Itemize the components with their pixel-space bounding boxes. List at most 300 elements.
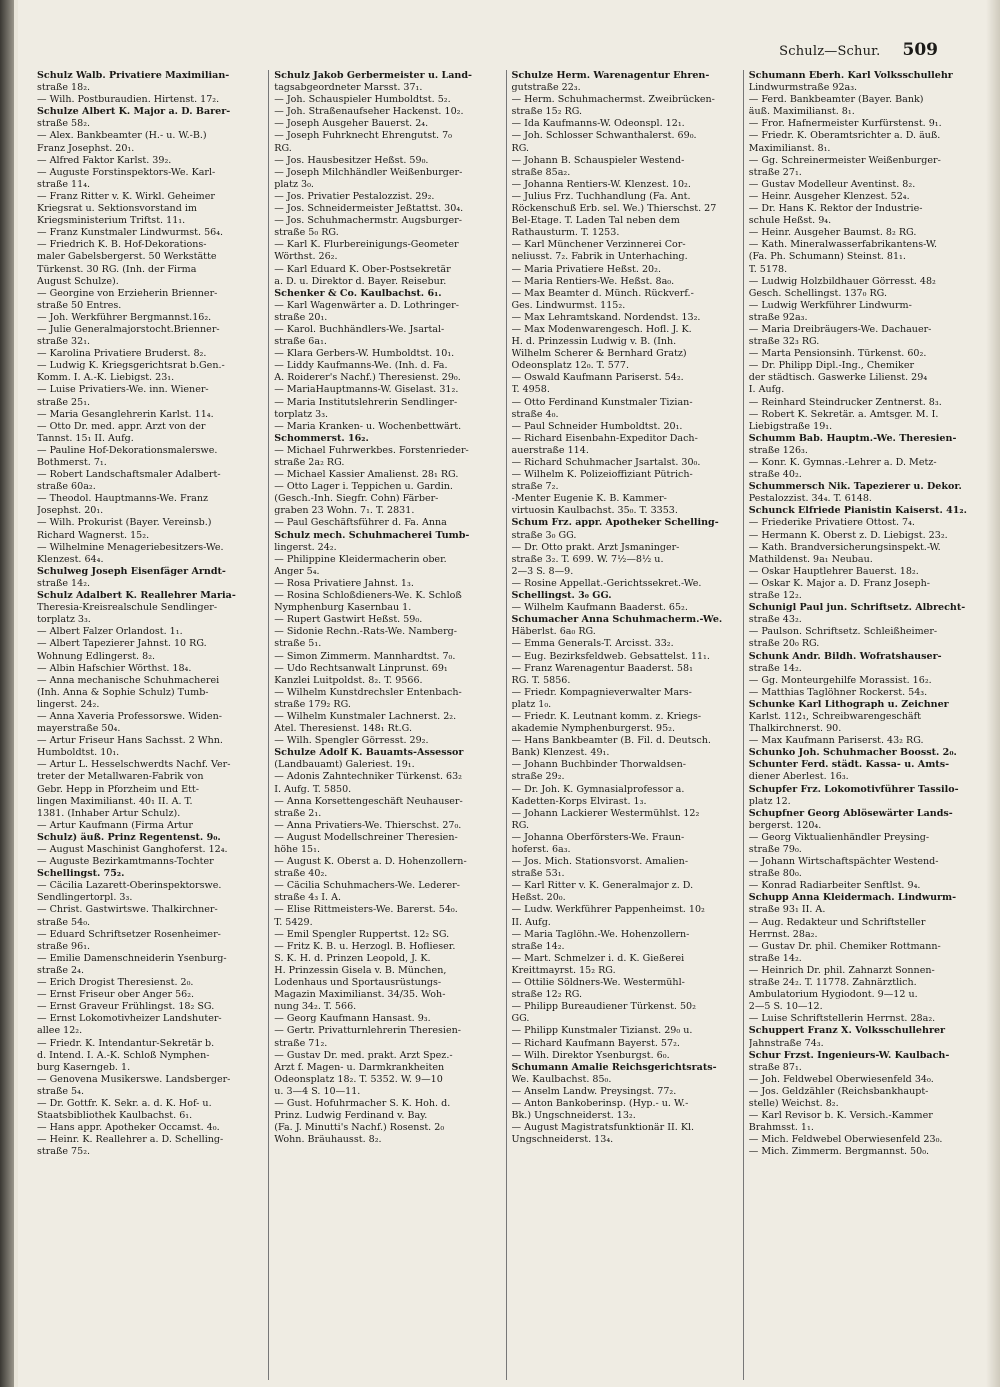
directory-entry-line: straße 179₂ RG. <box>274 698 351 710</box>
directory-entry-line: T. 4958. <box>511 384 550 396</box>
directory-entry-line: straße 4₀. <box>511 408 559 420</box>
directory-entry-line: — Ernst Lokomotivheizer Landshuter- <box>37 1013 222 1025</box>
directory-entry-line: a. D. u. Direktor d. Bayer. Reisebur. <box>274 275 447 287</box>
directory-entry-line: Gesch. Schellingst. 137₀ RG. <box>748 287 887 299</box>
directory-entry-line: Richard Wagnerst. 15₂. <box>37 529 150 541</box>
page-header <box>779 40 938 60</box>
directory-entry-line: platz 12. <box>748 795 791 807</box>
directory-entry-line: akademie Nymphenburgerst. 95₂. <box>511 723 676 735</box>
directory-surname-entry: Schunck Elfriede Pianistin Kaiserst. 41₂. <box>748 505 967 517</box>
directory-entry-line: — Sidonie Rechn.-Rats-We. Namberg- <box>274 626 457 638</box>
directory-entry-line: — Hans Bankbeamter (B. Fil. d. Deutsch. <box>511 735 711 747</box>
directory-entry-line: — Franz Ritter v. K. Wirkl. Geheimer <box>37 190 215 202</box>
directory-entry-line: Mathildenst. 9a₁ Neubau. <box>748 553 873 565</box>
directory-entry-line: RG. <box>511 819 530 831</box>
directory-entry-line: — Emilie Damenschneiderin Ysenburg- <box>37 952 227 964</box>
directory-entry-line: straße 7₂. <box>511 481 559 493</box>
directory-entry-line: — Gustav Dr. phil. Chemiker Rottmann- <box>748 940 941 952</box>
directory-entry-line: auerstraße 114. <box>511 444 589 456</box>
directory-entry-line: — Friedr. K. Intendantur-Sekretär b. <box>37 1037 215 1049</box>
directory-entry-line: — Otto Ferdinand Kunstmaler Tizian- <box>511 396 693 408</box>
directory-entry-line: höhe 15₁. <box>274 844 320 855</box>
directory-entry-line: straße 14₂. <box>748 952 802 964</box>
directory-entry-line: Kriegsrat u. Sektionsvorstand im <box>37 203 197 215</box>
directory-entry-line: — August Maschinist Ganghoferst. 12₄. <box>37 844 228 855</box>
directory-entry-line: u. 3—4 S. 10—11. <box>274 1085 361 1097</box>
directory-entry-line: lingerst. 24₂. <box>274 541 337 553</box>
directory-entry-line: Thalkirchnerst. 90. <box>748 723 842 735</box>
directory-entry-line: straße 18₂. <box>37 82 91 94</box>
directory-entry-line: RG. T. 5856. <box>511 674 571 686</box>
directory-entry-line: straße 92a₃. <box>748 311 808 323</box>
directory-entry-line: — Wilhelm Kunstmaler Lachnerst. 2₂. <box>274 710 457 722</box>
directory-entry-line: (Fa. Ph. Schumann) Steinst. 81₁. <box>748 251 906 263</box>
directory-entry-line: äuß. Maximilianst. 8₁. <box>748 106 855 118</box>
directory-page <box>18 0 986 1387</box>
directory-entry-line: — Marta Pensionsinh. Türkenst. 60₂. <box>748 348 927 360</box>
directory-surname-entry: Schumm Bab. Hauptm.-We. Theresien- <box>748 432 957 444</box>
directory-entry-line: — Georg Kaufmann Hansast. 9₃. <box>274 1013 431 1025</box>
directory-entry-line: — Jos. Hausbesitzer Heßst. 59₀. <box>274 154 429 166</box>
directory-entry-line: — Wilh. Postburaudien. Hirtenst. 17₂. <box>37 94 220 106</box>
directory-entry-line: — Heinr. K. Reallehrer a. D. Schelling- <box>37 1134 224 1146</box>
directory-entry-line: straße 32₃ RG. <box>748 336 820 348</box>
directory-entry-line: H. d. Prinzessin Ludwig v. B. (Inh. <box>511 336 677 348</box>
directory-entry-line: — Cäcilia Schuhmachers-We. Lederer- <box>274 880 460 892</box>
directory-entry-line: straße 60a₂. <box>37 481 96 493</box>
directory-entry-line: — Ludwig Holzbildhauer Görresst. 48₂ <box>748 275 936 287</box>
directory-entry-line: straße 54₀. <box>37 916 91 928</box>
directory-entry-line: — Richard Kaufmann Bayerst. 57₂. <box>511 1037 680 1049</box>
directory-entry-line: Bank) Klenzest. 49₁. <box>511 747 610 759</box>
directory-entry-line: — Liddy Kaufmanns-We. (Inh. d. Fa. <box>274 360 448 372</box>
directory-entry-line: — Gg. Schreinermeister Weißenburger- <box>748 154 941 166</box>
directory-entry-line: torplatz 3₃. <box>37 614 91 626</box>
directory-entry-line: — Anna mechanische Schuhmacherei <box>37 674 220 686</box>
directory-entry-line: — August K. Oberst a. D. Hohenzollern- <box>274 856 467 868</box>
directory-entry-line: platz 1₀. <box>511 698 552 710</box>
directory-entry-line: — Anna Privatiers-We. Thierschst. 27₀. <box>274 819 462 831</box>
directory-entry-line: — Herm. Schuhmachermst. Zweibrücken- <box>511 94 715 106</box>
directory-entry-line: straße 6a₁. <box>274 336 327 348</box>
directory-entry-line: Kanzlei Luitpoldst. 8₂. T. 9566. <box>274 674 423 686</box>
directory-entry-line: — Franz Kunstmaler Lindwurmst. 56₄. <box>37 227 224 239</box>
directory-column-1 <box>32 70 269 1380</box>
directory-entry-line: lingen Maximilianst. 40₁ II. A. T. <box>37 795 193 807</box>
directory-entry-line: — Dr. Otto prakt. Arzt Jsmaninger- <box>511 541 680 553</box>
directory-entry-line: — Aug. Redakteur und Schriftsteller <box>748 916 926 928</box>
directory-entry-line: — Jos. Schneidermeister Jeßtattst. 30₄. <box>274 203 464 215</box>
directory-entry-line: Anger 5₄. <box>274 565 320 577</box>
directory-entry-line: diener Aberlest. 16₃. <box>748 771 849 783</box>
directory-entry-line: straße 14₂. <box>511 940 565 952</box>
directory-surname-entry: Schunke Karl Lithograph u. Zeichner <box>748 698 949 710</box>
directory-entry-line: Wörthst. 26₂. <box>274 251 338 263</box>
directory-entry-line: — Wilhelm Kunstdrechsler Entenbach- <box>274 686 462 698</box>
directory-entry-line: — Paul Schneider Humboldtst. 20₁. <box>511 420 683 432</box>
directory-entry-line: (Inh. Anna & Sophie Schulz) Tumb- <box>37 686 209 698</box>
directory-entry-line: platz 3₀. <box>274 178 314 190</box>
directory-entry-line: — Franz Warenagentur Baaderst. 58₁ <box>511 662 693 674</box>
directory-entry-line: straße 75₂. <box>37 1146 91 1158</box>
directory-entry-line: — Julie Generalmajorstocht.Brienner- <box>37 323 220 335</box>
directory-entry-line: — Reinhard Steindrucker Zentnerst. 8₃. <box>748 396 942 408</box>
directory-entry-line: Häberlst. 6a₀ RG. <box>511 626 596 638</box>
directory-entry-line: — Oskar Hauptlehrer Bauerst. 18₂. <box>748 565 919 577</box>
directory-entry-line: — Gg. Monteurgehilfe Morassist. 16₂. <box>748 674 932 686</box>
binding-edge <box>0 0 14 1387</box>
directory-entry-line: — Maria Gesanglehrerin Karlst. 11₄. <box>37 408 214 420</box>
directory-entry-line: — Ludwig Werkführer Lindwurm- <box>748 299 912 311</box>
directory-surname-entry: Schulz Walb. Privatiere Maximilian- <box>37 70 230 81</box>
directory-entry-line: schule Heßst. 9₄. <box>748 215 832 227</box>
directory-entry-line: — Mich. Zimmerm. Bergmannst. 50₀. <box>748 1146 930 1158</box>
directory-entry-line: — Eduard Schriftsetzer Rosenheimer- <box>37 928 221 940</box>
directory-entry-line: — Albin Hafschier Wörthst. 18₄. <box>37 662 192 674</box>
directory-entry-line: T. 5429. <box>274 916 313 928</box>
directory-entry-line: — Max Beamter d. Münch. Rückverf.- <box>511 287 694 299</box>
directory-entry-line: — Artur Kaufmann (Firma Artur <box>37 819 193 831</box>
directory-surname-entry: Schupfner Georg Ablösewärter Lands- <box>748 807 953 819</box>
directory-entry-line: — Johann Wirtschaftspächter Westend- <box>748 856 939 868</box>
directory-entry-line: — Joseph Fuhrknecht Ehrengutst. 7₀ <box>274 130 452 142</box>
running-head: Schulz—Schur. <box>779 44 881 59</box>
directory-entry-line: Kreittmayrst. 15₂ RG. <box>511 964 616 976</box>
directory-entry-line: Wohn. Bräuhausst. 8₂. <box>274 1134 382 1146</box>
directory-entry-line: 1381. (Inhaber Artur Schulz). <box>37 807 181 819</box>
directory-entry-line: straße 14₂. <box>37 577 91 589</box>
directory-entry-line: — Luise Schriftstellerin Herrnst. 28a₂. <box>748 1013 936 1025</box>
directory-entry-line: Prinz. Ludwig Ferdinand v. Bay. <box>274 1110 428 1122</box>
directory-entry-line: maler Gabelsbergerst. 50 Werkstätte <box>37 251 217 263</box>
directory-entry-line: graben 23 Wohn. 7₁. T. 2831. <box>274 505 415 517</box>
directory-entry-line: — Karl Wagenwärter a. D. Lothringer- <box>274 299 459 311</box>
directory-surname-entry: Schellingst. 3₀ GG. <box>511 590 612 602</box>
directory-entry-line: Atel. Theresienst. 148₁ Rt.G. <box>274 723 412 735</box>
directory-entry-line: — Christ. Gastwirtswe. Thalkirchner- <box>37 904 218 916</box>
directory-entry-line: — Johann B. Schauspieler Westend- <box>511 154 685 166</box>
directory-entry-line: — Anton Bankoberinsp. (Hyp.- u. W.- <box>511 1097 689 1109</box>
directory-surname-entry: Schulze Albert K. Major a. D. Barer- <box>37 106 231 118</box>
directory-entry-line: d. Intend. I. A.-K. Schloß Nymphen- <box>37 1049 210 1061</box>
directory-entry-line: — Michael Fuhrwerkbes. Forstenrieder- <box>274 444 469 456</box>
directory-surname-entry: Schunter Ferd. städt. Kassa- u. Amts- <box>748 759 950 771</box>
directory-entry-line: allee 12₂. <box>37 1025 83 1037</box>
directory-entry-line: — Robert K. Sekretär. a. Amtsger. M. I. <box>748 408 939 420</box>
directory-entry-line: I. Aufg. <box>748 384 785 396</box>
directory-entry-line: — Maria Taglöhn.-We. Hohenzollern- <box>511 928 690 940</box>
directory-surname-entry: Schulz) äuß. Prinz Regentenst. 9₀. <box>37 831 221 843</box>
directory-entry-line: Ges. Lindwurmst. 115₂. <box>511 299 626 311</box>
directory-entry-line: — Adonis Zahntechniker Türkenst. 63₂ <box>274 771 463 783</box>
directory-entry-line: — Ernst Friseur ober Anger 56₂. <box>37 989 195 1001</box>
directory-entry-line: — Mart. Schmelzer i. d. K. Gießerei <box>511 952 685 964</box>
directory-entry-line: Kadetten-Korps Elvirast. 1₃. <box>511 795 647 807</box>
directory-entry-line: — Rosa Privatiere Jahnst. 1₃. <box>274 577 414 589</box>
directory-entry-line: straße 43₂. <box>748 614 802 626</box>
directory-entry-line: — Heinr. Ausgeher Baumst. 8₂ RG. <box>748 227 917 239</box>
directory-entry-line: — Georg Viktualienhändler Preysing- <box>748 831 930 843</box>
directory-surname-entry: Schulze Herm. Warenagentur Ehren- <box>511 70 710 81</box>
directory-entry-line: — Erich Drogist Theresienst. 2₀. <box>37 977 194 989</box>
directory-surname-entry: Schellingst. 75₂. <box>37 868 125 880</box>
directory-entry-line: straße 93₁ II. A. <box>748 904 826 916</box>
directory-entry-line: We. Kaulbachst. 85₀. <box>511 1073 612 1085</box>
directory-entry-line: straße 2₁. <box>274 807 322 819</box>
directory-entry-line: (Landbauamt) Galeriest. 19₁. <box>274 759 415 771</box>
directory-column-4 <box>744 70 980 1380</box>
directory-entry-line: Nymphenburg Kasernbau 1. <box>274 602 412 614</box>
directory-entry-line: treter der Metallwaren-Fabrik von <box>37 771 204 783</box>
directory-entry-line: — Rosine Appellat.-Gerichtssekret.-We. <box>511 577 702 589</box>
directory-surname-entry: Schummersch Nik. Tapezierer u. Dekor. <box>748 481 962 493</box>
directory-entry-line: Bk.) Ungschneiderst. 13₂. <box>511 1110 636 1122</box>
directory-entry-line: — Fror. Hafnermeister Kurfürstenst. 9₁. <box>748 118 942 130</box>
directory-entry-line: — Jos. Mich. Stationsvorst. Amalien- <box>511 856 689 868</box>
directory-entry-line: — Maria Kranken- u. Wochenbettwärt. <box>274 420 462 432</box>
directory-entry-line: — Anna Korsettengeschäft Neuhauser- <box>274 795 463 807</box>
directory-entry-line: — MariaHauptmanns-W. Giselast. 31₂. <box>274 384 459 396</box>
directory-entry-line: — Ludw. Werkführer Pappenheimst. 10₂ <box>511 904 705 916</box>
directory-entry-line: straße 85a₂. <box>511 166 571 178</box>
directory-entry-line: — Maria Rentiers-We. Heßst. 8a₀. <box>511 275 675 287</box>
directory-entry-line: — Max Modenwarengesch. Hofl. J. K. <box>511 323 692 335</box>
directory-entry-line: — Oskar K. Major a. D. Franz Joseph- <box>748 577 930 589</box>
page-number: 509 <box>902 40 938 60</box>
directory-entry-line: Karlst. 112₁, Schreibwarengeschäft <box>748 710 921 722</box>
directory-entry-line: — Mich. Feldwebel Oberwiesenfeld 23₀. <box>748 1134 943 1146</box>
directory-entry-line: -Menter Eugenie K. B. Kammer- <box>511 493 667 505</box>
directory-surname-entry: Schulze Adolf K. Bauamts-Assessor <box>274 747 464 759</box>
directory-entry-line: straße 5₄. <box>37 1085 84 1097</box>
directory-entry-line: straße 5₁. <box>274 638 322 650</box>
directory-entry-line: August Schulze). <box>37 275 119 287</box>
directory-surname-entry: Schunko Joh. Schuhmacher Boosst. 2₀. <box>748 747 957 759</box>
directory-entry-line: Staatsbibliothek Kaulbachst. 6₁. <box>37 1110 193 1122</box>
directory-entry-line: Brahmsst. 1₁. <box>748 1122 814 1134</box>
directory-entry-line: — Emil Spengler Ruppertst. 12₂ SG. <box>274 928 450 940</box>
directory-entry-line: nung 34₂. T. 566. <box>274 1001 357 1013</box>
directory-entry-line: straße 71₂. <box>274 1037 328 1049</box>
directory-entry-line: straße 11₄. <box>37 178 91 190</box>
directory-entry-line: Humboldtst. 10₁. <box>37 747 120 759</box>
directory-entry-line: — Otto Lager i. Teppichen u. Gardin. <box>274 481 453 493</box>
directory-entry-line: — Karl Münchener Verzinnerei Cor- <box>511 239 686 251</box>
directory-entry-line: T. 5178. <box>748 263 788 275</box>
directory-entry-line: Ungschneiderst. 13₄. <box>511 1134 614 1146</box>
directory-entry-line: — Dr. Philipp Dipl.-Ing., Chemiker <box>748 360 915 372</box>
directory-entry-line: hoferst. 6a₃. <box>511 844 571 855</box>
directory-entry-line: — Hans appr. Apotheker Occamst. 4₀. <box>37 1122 220 1134</box>
directory-entry-line: straße 96₁. <box>37 940 91 952</box>
directory-entry-line: stelle) Weichst. 8₂. <box>748 1097 839 1109</box>
directory-entry-line: — Wilhelmine Menageriebesitzers-We. <box>37 541 224 553</box>
directory-entry-line: Lindwurmstraße 92a₃. <box>748 82 858 94</box>
directory-entry-line: straße 12₂. <box>748 590 802 602</box>
directory-entry-line: straße 15₂ RG. <box>511 106 583 118</box>
directory-column-3 <box>507 70 744 1380</box>
directory-entry-line: — Johanna Oberförsters-We. Fraun- <box>511 831 685 843</box>
directory-entry-line: Heßst. 20₀. <box>511 892 566 904</box>
directory-entry-line: — Pauline Hof-Dekorationsmalerswe. <box>37 444 218 456</box>
directory-entry-line: — Philipp Bureaudiener Türkenst. 50₂ <box>511 1001 696 1013</box>
directory-entry-line: — Alfred Faktor Karlst. 39₂. <box>37 154 172 166</box>
directory-entry-line: — Wilh. Prokurist (Bayer. Vereinsb.) <box>37 517 212 529</box>
directory-entry-line: burg Kaserngeb. 1. <box>37 1061 131 1073</box>
directory-entry-line: — Ida Kaufmanns-W. Odeonspl. 12₁. <box>511 118 685 130</box>
directory-entry-line: — Karl Ritter v. K. Generalmajor z. D. <box>511 880 694 892</box>
directory-entry-line: straße 40₂. <box>748 469 802 481</box>
directory-entry-line: — Anselm Landw. Preysingst. 77₂. <box>511 1085 677 1097</box>
directory-entry-line: — Michael Kassier Amalienst. 28₁ RG. <box>274 469 459 481</box>
directory-entry-line: — Jos. Geldzähler (Reichsbankhaupt- <box>748 1085 929 1097</box>
directory-entry-line: Sendlingertorpl. 3₃. <box>37 892 133 904</box>
directory-entry-line: — Karl Eduard K. Ober-Postsekretär <box>274 263 451 275</box>
directory-entry-line: neliusst. 7₂. Fabrik in Unterhaching. <box>511 251 688 263</box>
directory-entry-line: Magazin Maximilianst. 34/35. Woh- <box>274 989 446 1001</box>
directory-entry-line: GG. <box>511 1013 530 1025</box>
directory-entry-line: RG. <box>274 142 292 154</box>
directory-entry-line: — Gertr. Privatturnlehrerin Theresien- <box>274 1025 461 1037</box>
directory-entry-line: — Max Lehramtskand. Nordendst. 13₂. <box>511 311 701 323</box>
directory-surname-entry: Schunigl Paul jun. Schriftsetz. Albrecht- <box>748 602 966 614</box>
directory-surname-entry: Schupp Anna Kleidermach. Lindwurm- <box>748 892 957 904</box>
directory-entry-line: — Konr. K. Gymnas.-Lehrer a. D. Metz- <box>748 457 937 468</box>
directory-entry-line: — Karl Revisor b. K. Versich.-Kammer <box>748 1110 933 1122</box>
directory-surname-entry: Schulweg Joseph Eisenfäger Arndt- <box>37 565 226 577</box>
directory-entry-line: S. K. H. d. Prinzen Leopold, J. K. <box>274 952 431 964</box>
directory-entry-line: — Kath. Brandversicherungsinspekt.-W. <box>748 541 941 553</box>
directory-entry-line: — Luise Privatiers-We. inn. Wiener- <box>37 384 209 396</box>
directory-entry-line: Lodenhaus und Sportausrüstungs- <box>274 977 442 989</box>
directory-entry-line: straße 126₃. <box>748 444 808 456</box>
directory-entry-line: — Dr. Joh. K. Gymnasialprofessor a. <box>511 783 685 795</box>
directory-entry-line: Odeonsplatz 18₂. T. 5352. W. 9—10 <box>274 1073 443 1085</box>
directory-entry-line: — August Modellschreiner Theresien- <box>274 831 458 843</box>
directory-entry-line: Bel-Etage. T. Laden Tal neben dem <box>511 215 680 227</box>
directory-entry-line: 2—3 S. 8—9. <box>511 565 574 577</box>
directory-entry-line: straße 24₂. T. 11778. Zahnärztlich. <box>748 977 917 989</box>
directory-entry-line: — Paulson. Schriftsetz. Schleißheimer- <box>748 626 938 638</box>
directory-entry-line: — Philipp Kunstmaler Tizianst. 29₀ u. <box>511 1025 693 1037</box>
directory-entry-line: — Joh. Schauspieler Humboldtst. 5₂. <box>274 94 451 106</box>
directory-entry-line: 2—5 S. 10—12. <box>748 1001 823 1013</box>
directory-entry-line: — Artur L. Hesselschwerdts Nachf. Ver- <box>37 759 231 771</box>
directory-entry-line: — Joseph Milchhändler Weißenburger- <box>274 166 463 178</box>
directory-entry-line: — Johann Lackierer Westermühlst. 12₂ <box>511 807 700 819</box>
directory-entry-line: straße 12₂ RG. <box>511 989 583 1001</box>
directory-entry-line: straße 2₄. <box>37 964 84 976</box>
directory-entry-line: — Karol. Buchhändlers-We. Jsartal- <box>274 323 445 335</box>
directory-entry-line: — Dr. Hans K. Rektor der Industrie- <box>748 203 923 215</box>
directory-entry-line: — Philippine Kleidermacherin ober. <box>274 553 447 565</box>
directory-entry-line: straße 25₁. <box>37 396 91 408</box>
directory-entry-line: — Udo Rechtsanwalt Linprunst. 69₁ <box>274 662 448 674</box>
directory-entry-line: — Maria Dreibräugers-We. Dachauer- <box>748 323 932 335</box>
directory-entry-line: straße 5₀ RG. <box>274 227 339 239</box>
directory-entry-line: — Rosina Schloßdieners-We. K. Schloß <box>274 590 462 602</box>
directory-entry-line: — Johann Buchbinder Thorwaldsen- <box>511 759 686 771</box>
directory-entry-line: torplatz 3₃. <box>274 408 329 420</box>
directory-entry-line: — Richard Schuhmacher Jsartalst. 30₀. <box>511 457 701 468</box>
directory-entry-line: — Heinrich Dr. phil. Zahnarzt Sonnen- <box>748 964 935 976</box>
directory-entry-line: Arzt f. Magen- u. Darmkrankheiten <box>274 1061 445 1073</box>
directory-entry-line: — Anna Xaveria Professorswe. Widen- <box>37 710 223 722</box>
directory-entry-line: — Albert Tapezierer Jahnst. 10 RG. <box>37 638 207 650</box>
directory-entry-line: straße 27₁. <box>748 166 802 178</box>
directory-entry-line: — Hermann K. Oberst z. D. Liebigst. 23₂. <box>748 529 948 541</box>
directory-surname-entry: Schumann Amalie Reichsgerichtsrats- <box>511 1061 717 1073</box>
directory-entry-line: straße 53₁. <box>511 868 565 880</box>
directory-entry-line: straße 40₂. <box>274 868 328 880</box>
directory-entry-line: Klenzest. 64₄. <box>37 553 104 565</box>
directory-entry-line: — Fritz K. B. u. Herzogl. B. Hoflieser. <box>274 940 456 952</box>
directory-entry-line: — Maria Privatiere Heßst. 20₂. <box>511 263 661 275</box>
directory-surname-entry: Schumacher Anna Schuhmacherm.-We. <box>511 614 723 626</box>
directory-entry-line: Ambulatorium Hygiodont. 9—12 u. <box>748 989 918 1001</box>
directory-entry-line: — Maria Institutslehrerin Sendlinger- <box>274 396 458 408</box>
directory-entry-line: Pestalozzist. 34₄. T. 6148. <box>748 493 872 505</box>
directory-entry-line: — Theodol. Hauptmanns-We. Franz <box>37 493 209 505</box>
directory-entry-line: Röckenschuß Erb. sel. We.) Thierschst. 27 <box>511 203 717 215</box>
directory-surname-entry: Schumann Eberh. Karl Volksschullehr <box>748 70 953 81</box>
directory-entry-line: — Genovena Musikerswe. Landsberger- <box>37 1073 231 1085</box>
directory-entry-line: — Albert Falzer Orlandost. 1₁. <box>37 626 183 638</box>
directory-entry-line: Türkenst. 30 RG. (Inh. der Firma <box>37 263 197 275</box>
directory-entry-line: Josephst. 20₁. <box>37 505 104 517</box>
directory-entry-line: Jahnstraße 74₃. <box>748 1037 824 1049</box>
directory-entry-line: Odeonsplatz 12₀. T. 577. <box>511 360 629 372</box>
directory-entry-line: Komm. I. A.-K. Liebigst. 23₁. <box>37 372 175 384</box>
directory-surname-entry: Schuppert Franz X. Volksschullehrer <box>748 1025 946 1037</box>
directory-entry-line: virtuosin Kaulbachst. 35₀. T. 3353. <box>511 505 678 517</box>
directory-entry-line: tagsabgeordneter Marsst. 37₁. <box>274 82 423 94</box>
directory-entry-line: — Emma Generals-T. Arcisst. 33₂. <box>511 638 674 650</box>
directory-entry-line: lingerst. 24₂. <box>37 698 100 710</box>
directory-entry-line: — Friedr. K. Oberamtsrichter a. D. äuß. <box>748 130 941 142</box>
page-edge <box>986 0 1000 1387</box>
directory-entry-line: — August Magistratsfunktionär II. Kl. <box>511 1122 695 1134</box>
directory-entry-line: — Julius Frz. Tuchhandlung (Fa. Ant. <box>511 190 691 202</box>
directory-entry-line: straße 58₂. <box>37 118 91 130</box>
directory-entry-line: — Alex. Bankbeamter (H.- u. W.-B.) <box>37 130 207 142</box>
directory-entry-line: — Karolina Privatiere Bruderst. 8₂. <box>37 348 207 360</box>
directory-entry-line: Gebr. Hepp in Pforzheim und Ett- <box>37 783 199 795</box>
directory-entry-line: (Gesch.-Inh. Siegfr. Cohn) Färber- <box>274 493 439 505</box>
directory-entry-line: A. Roiderer's Nachf.) Theresienst. 29₀. <box>274 372 461 384</box>
directory-entry-line: — Friederike Privatiere Ottost. 7₄. <box>748 517 915 529</box>
directory-entry-line: Tannst. 15₁ II. Aufg. <box>37 432 134 444</box>
directory-entry-line: bergerst. 120₄. <box>748 819 822 831</box>
directory-entry-line: — Ottilie Söldners-We. Westermühl- <box>511 977 685 989</box>
directory-entry-line: Franz Josephst. 20₁. <box>37 142 135 154</box>
directory-entry-line: — Kath. Mineralwasserfabrikantens-W. <box>748 239 938 251</box>
directory-entry-line: straße 3₀ GG. <box>511 529 577 541</box>
directory-entry-line: Wohnung Edlingerst. 8₂. <box>37 650 156 662</box>
directory-entry-line: — Wilh. Direktor Ysenburgst. 6₀. <box>511 1049 670 1061</box>
directory-entry-line: — Max Kaufmann Pariserst. 43₂ RG. <box>748 735 924 747</box>
directory-entry-line: straße 87₁. <box>748 1061 802 1073</box>
directory-entry-line: Wilhelm Scherer & Bernhard Gratz) <box>511 348 687 360</box>
directory-entry-line: — Matthias Taglöhner Rockerst. 54₃. <box>748 686 928 698</box>
directory-entry-line: — Dr. Gottfr. K. Sekr. a. d. K. Hof- u. <box>37 1097 212 1109</box>
directory-entry-line: — Gustav Modelleur Aventinst. 8₂. <box>748 178 916 190</box>
directory-entry-line: der städtisch. Gaswerke Lilienst. 29₄ <box>748 372 928 384</box>
directory-entry-line: straße 32₁. <box>37 336 91 348</box>
directory-surname-entry: Schulz Jakob Gerbermeister u. Land- <box>274 70 473 81</box>
directory-entry-line: — Johanna Rentiers-W. Klenzest. 10₂. <box>511 178 691 190</box>
directory-entry-line: — Rupert Gastwirt Heßst. 59₀. <box>274 614 423 626</box>
